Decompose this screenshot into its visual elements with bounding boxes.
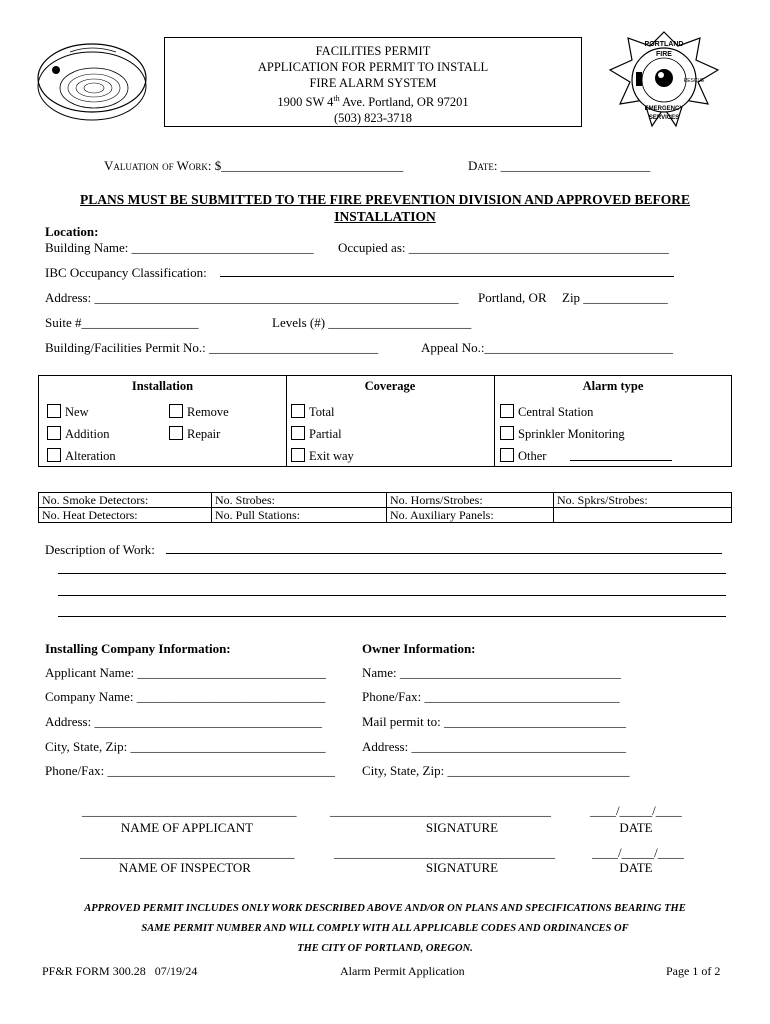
checkbox-central-station[interactable]: Central Station [500, 404, 593, 420]
checkbox-total[interactable]: Total [291, 404, 335, 420]
pull-stations-cell[interactable]: No. Pull Stations: [212, 508, 387, 523]
checkbox-icon [291, 448, 305, 462]
approval-notice-line-3: THE CITY OF PORTLAND, OREGON. [297, 943, 473, 954]
inspector-name-line[interactable]: _________________________________ [80, 845, 295, 860]
checkbox-other[interactable]: Other [500, 448, 546, 464]
approval-notice-line-1: APPROVED PERMIT INCLUDES ONLY WORK DESCRIBED ABOVE AND/OR ON PLANS AND SPECIFICATIONS BEARING THE [84, 903, 686, 914]
ibc-classification-label: IBC Occupancy Classification: [45, 265, 207, 280]
checkbox-icon [500, 448, 514, 462]
applicant-name-field[interactable]: Applicant Name: _____________________________ [45, 665, 326, 680]
strobes-cell[interactable]: No. Strobes: [212, 493, 387, 508]
checkbox-partial[interactable]: Partial [291, 426, 342, 442]
header-address: 1900 SW 4th Ave. Portland, OR 97201 [277, 94, 469, 110]
appeal-no-field[interactable]: Appeal No.:_____________________________ [421, 340, 674, 355]
valuation-of-work: Valuation of Work: $____________________________ [104, 158, 404, 173]
checkbox-icon [500, 404, 514, 418]
description-label: Description of Work: [45, 542, 155, 557]
footer-title: Alarm Permit Application [340, 964, 465, 978]
plans-notice: PLANS MUST BE SUBMITTED TO THE FIRE PREVENTION DIVISION AND APPROVED BEFORE INSTALLATION [80, 192, 690, 224]
ibc-classification-line[interactable] [220, 276, 674, 277]
portland-or-label: Portland, OR [478, 290, 547, 305]
name-of-inspector-label: NAME OF INSPECTOR [119, 860, 251, 875]
header-box [164, 37, 582, 127]
suite-field[interactable]: Suite #__________________ [45, 315, 199, 330]
checkbox-addition[interactable]: Addition [47, 426, 109, 442]
mail-permit-field[interactable]: Mail permit to: ____________________________ [362, 714, 626, 729]
logo-text-rescue: RESCUE [683, 78, 705, 84]
company-phone-field[interactable]: Phone/Fax: ___________________________________ [45, 763, 335, 778]
form-number: PF&R FORM 300.28 07/19/24 [42, 964, 198, 978]
logo-text-emergency: EMERGENCY [644, 106, 684, 112]
smoke-detectors-cell[interactable]: No. Smoke Detectors: [39, 493, 212, 508]
heat-detectors-cell[interactable]: No. Heat Detectors: [39, 508, 212, 523]
name-of-applicant-label: NAME OF APPLICANT [120, 820, 254, 835]
applicant-signature-label: SIGNATURE [425, 820, 499, 835]
approval-notice-line-2: SAME PERMIT NUMBER AND WILL COMPLY WITH ALL APPLICABLE CODES AND ORDINANCES OF [141, 923, 629, 934]
checkbox-icon [291, 426, 305, 440]
owner-city-field[interactable]: City, State, Zip: ____________________________ [362, 763, 630, 778]
table-row [39, 493, 732, 508]
description-line-2[interactable] [58, 573, 726, 574]
checkbox-exit-way[interactable]: Exit way [291, 448, 354, 464]
page-number: Page 1 of 2 [666, 964, 721, 978]
table-row [39, 508, 732, 523]
alarm-type-heading: Alarm type [582, 379, 644, 393]
other-line[interactable] [570, 460, 672, 461]
header-line-3: FIRE ALARM SYSTEM [309, 76, 437, 90]
inspector-signature-label: SIGNATURE [425, 860, 499, 875]
description-line-4[interactable] [58, 616, 726, 617]
installing-company-heading: Installing Company Information: [45, 641, 231, 656]
owner-name-field[interactable]: Name: __________________________________ [362, 665, 621, 680]
applicant-name-line[interactable]: _________________________________ [82, 803, 297, 818]
description-line-1[interactable] [166, 553, 722, 554]
logo-text-portland: PORTLAND [644, 41, 684, 48]
installation-heading: Installation [131, 379, 194, 393]
smoke-detector-icon [30, 30, 150, 130]
header-line-2: APPLICATION FOR PERMIT TO INSTALL [257, 60, 489, 74]
inspector-signature-line[interactable]: __________________________________ [334, 845, 555, 860]
checkbox-sprinkler-monitoring[interactable]: Sprinkler Monitoring [500, 426, 625, 442]
permit-no-field[interactable]: Building/Facilities Permit No.: __________________________ [45, 340, 378, 355]
empty-cell [554, 508, 732, 523]
header-phone: (503) 823-3718 [333, 111, 413, 126]
auxiliary-panels-cell[interactable]: No. Auxiliary Panels: [387, 508, 554, 523]
company-city-field[interactable]: City, State, Zip: ______________________________ [45, 739, 326, 754]
checkbox-alteration[interactable]: Alteration [47, 448, 116, 464]
portland-fire-logo [608, 30, 720, 130]
checkbox-new[interactable]: New [47, 404, 89, 420]
checkbox-repair[interactable]: Repair [169, 426, 220, 442]
logo-text-fire: FIRE [656, 51, 672, 58]
counts-table [38, 492, 732, 523]
coverage-heading: Coverage [364, 379, 416, 393]
levels-field[interactable]: Levels (#) ______________________ [272, 315, 472, 330]
description-line-3[interactable] [58, 595, 726, 596]
date-field: Date: _______________________ [468, 158, 651, 173]
checkbox-icon [47, 404, 61, 418]
checkbox-remove[interactable]: Remove [169, 404, 229, 420]
occupied-as-field[interactable]: Occupied as: ________________________________________ [338, 240, 669, 255]
checkbox-icon [47, 448, 61, 462]
checkbox-icon [169, 426, 183, 440]
zip-field[interactable]: Zip _____________ [562, 290, 668, 305]
checkbox-icon [169, 404, 183, 418]
owner-address-field[interactable]: Address: _________________________________ [362, 739, 626, 754]
inspector-date-line[interactable]: ____/_____/____ [592, 845, 684, 860]
company-name-field[interactable]: Company Name: _____________________________ [45, 689, 326, 704]
header-line-1: FACILITIES PERMIT [315, 44, 431, 58]
logo-text-services: SERVICES [648, 115, 680, 121]
options-table [38, 375, 732, 467]
location-heading: Location: [45, 224, 99, 239]
owner-phone-field[interactable]: Phone/Fax: ______________________________ [362, 689, 620, 704]
checkbox-icon [47, 426, 61, 440]
owner-heading: Owner Information: [362, 641, 476, 656]
spkrs-strobes-cell[interactable]: No. Spkrs/Strobes: [554, 493, 732, 508]
checkbox-icon [291, 404, 305, 418]
applicant-signature-line[interactable]: __________________________________ [330, 803, 551, 818]
applicant-date-line[interactable]: ____/_____/____ [590, 803, 682, 818]
horns-strobes-cell[interactable]: No. Horns/Strobes: [387, 493, 554, 508]
applicant-date-label: DATE [619, 820, 653, 835]
inspector-date-label: DATE [619, 860, 653, 875]
address-field[interactable]: Address: ________________________________________________________ [45, 290, 459, 305]
building-name-field[interactable]: Building Name: ____________________________ [45, 240, 314, 255]
company-address-field[interactable]: Address: ___________________________________ [45, 714, 322, 729]
checkbox-icon [500, 426, 514, 440]
